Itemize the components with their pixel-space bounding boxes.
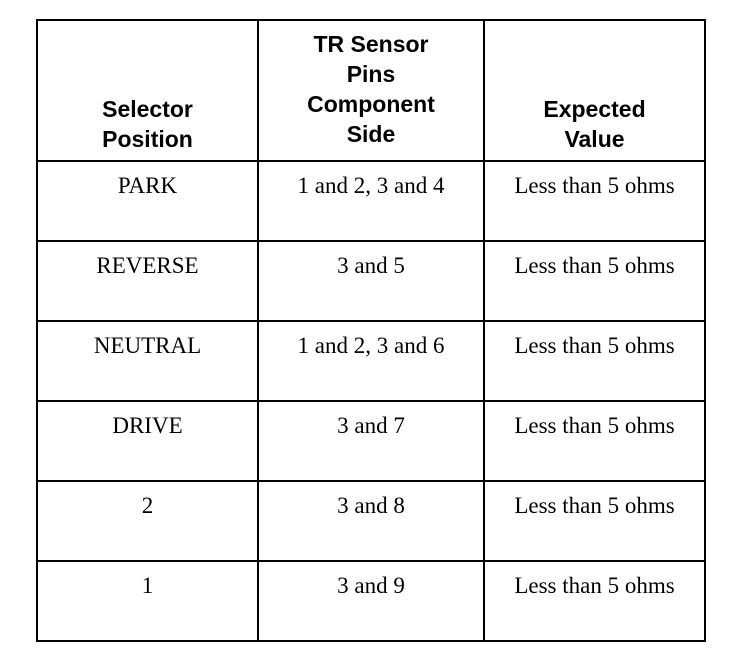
cell-selector-position: 2 (37, 481, 258, 561)
header-row (37, 20, 705, 161)
cell-expected-value: Less than 5 ohms (484, 401, 705, 481)
cell-expected-value: Less than 5 ohms (484, 481, 705, 561)
table-row (37, 161, 705, 241)
cell-sensor-pins: 3 and 8 (258, 481, 484, 561)
cell-sensor-pins: 3 and 7 (258, 401, 484, 481)
cell-expected-value: Less than 5 ohms (484, 561, 705, 641)
cell-selector-position: NEUTRAL (37, 321, 258, 401)
cell-selector-position: PARK (37, 161, 258, 241)
cell-sensor-pins: 3 and 5 (258, 241, 484, 321)
cell-expected-value: Less than 5 ohms (484, 241, 705, 321)
cell-expected-value: Less than 5 ohms (484, 321, 705, 401)
cell-sensor-pins: 1 and 2, 3 and 4 (258, 161, 484, 241)
cell-selector-position: REVERSE (37, 241, 258, 321)
cell-selector-position: 1 (37, 561, 258, 641)
tr-sensor-spec-table (36, 19, 706, 642)
cell-expected-value: Less than 5 ohms (484, 161, 705, 241)
table-row (37, 241, 705, 321)
header-expected-value: Expected Value (484, 20, 705, 161)
cell-selector-position: DRIVE (37, 401, 258, 481)
cell-sensor-pins: 1 and 2, 3 and 6 (258, 321, 484, 401)
table-row (37, 561, 705, 641)
header-selector-position: Selector Position (37, 20, 258, 161)
table-row (37, 481, 705, 561)
table-row (37, 401, 705, 481)
table-row (37, 321, 705, 401)
cell-sensor-pins: 3 and 9 (258, 561, 484, 641)
header-tr-sensor-pins: TR Sensor Pins Component Side (258, 20, 484, 161)
